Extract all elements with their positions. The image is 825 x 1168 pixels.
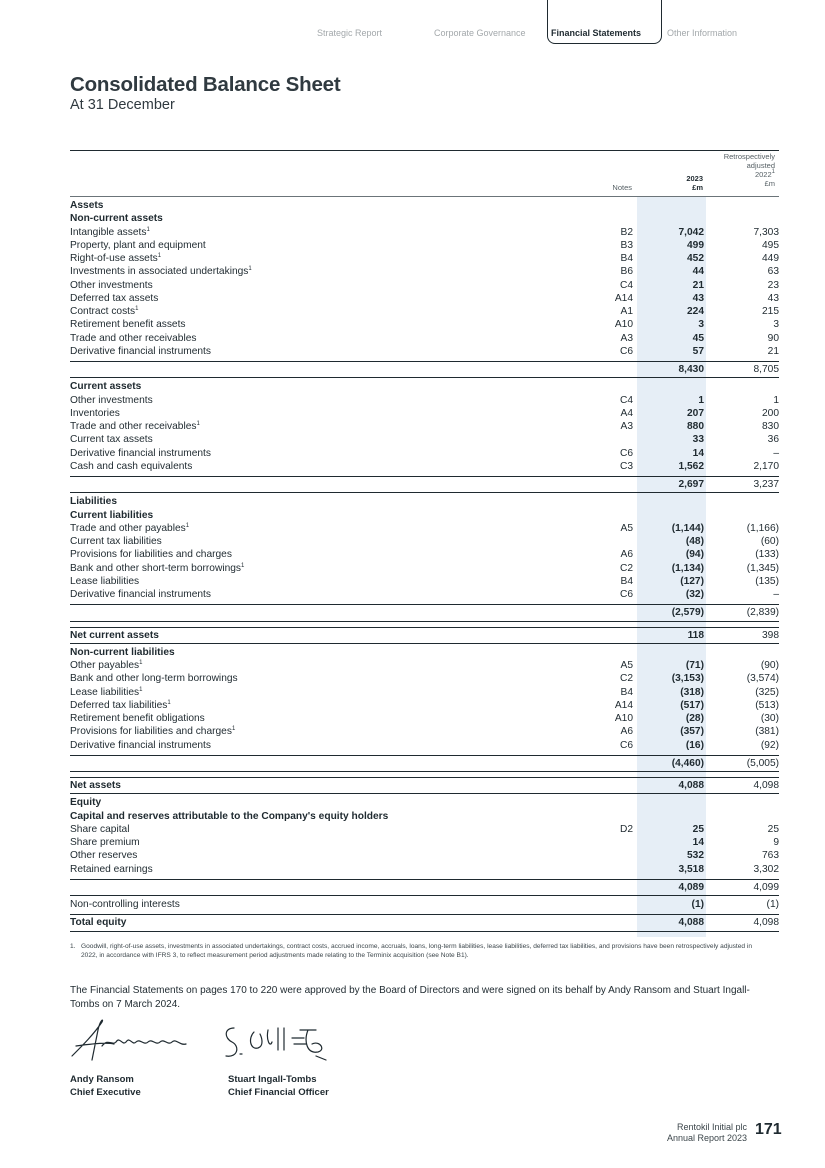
- row-value-2023: 14: [692, 447, 704, 459]
- row-value-2022: 23: [767, 279, 779, 291]
- row-value-2022: 830: [762, 421, 779, 432]
- table-row: [70, 535, 779, 548]
- row-note: A6: [620, 549, 633, 561]
- row-value-2022: (2,839): [746, 607, 779, 619]
- row-note: C4: [619, 394, 633, 406]
- total-bottom-rule: [70, 621, 779, 622]
- table-row: [70, 509, 779, 522]
- row-note: C6: [619, 739, 633, 751]
- row-value-2022: (135): [755, 575, 779, 587]
- row-label: Capital and reserves attributable to the Company's equity holders: [70, 810, 389, 822]
- row-label: Retirement benefit obligations: [70, 713, 205, 724]
- table-row: [70, 588, 779, 601]
- table-row: [70, 562, 779, 575]
- row-label: Provisions for liabilities and charges$^1$: [70, 726, 236, 738]
- row-label: Derivative financial instruments: [70, 345, 211, 357]
- table-row: [70, 394, 779, 407]
- row-label: Lease liabilities: [70, 575, 140, 587]
- footer-report: Annual Report 2023: [666, 1133, 747, 1143]
- row-label: Deferred tax liabilities$^1$: [70, 699, 171, 711]
- table-row: [70, 292, 779, 305]
- approval-statement: The Financial Statements on pages 170 to 220 were approved by the Board of Directors and were signed on its behalf by Andy Ransom and Stuart Ingall-Tombs on 7 March 2024.: [70, 985, 750, 1010]
- row-value-2022: 43: [767, 292, 779, 304]
- row-note: A5: [620, 522, 633, 534]
- row-label: Investments in associated undertakings$^1$: [70, 266, 252, 278]
- table-row: [70, 407, 779, 420]
- row-value-2022: 4,098: [753, 780, 779, 791]
- row-label: Bank and other long-term borrowings: [70, 673, 238, 685]
- table-row: [70, 460, 779, 473]
- row-value-2023: (1): [691, 899, 704, 910]
- row-note: A10: [614, 713, 633, 724]
- table-row: [70, 712, 779, 725]
- row-note: C4: [619, 279, 633, 291]
- row-note: A1: [620, 306, 633, 317]
- total-bottom-rule: [70, 895, 779, 896]
- row-value-2022: 449: [762, 253, 779, 264]
- subtotal-rule: [70, 476, 779, 477]
- row-value-2023: (71): [685, 660, 704, 671]
- row-note: B2: [620, 226, 633, 238]
- row-value-2023: 25: [692, 823, 704, 835]
- row-label: Net current assets: [70, 629, 159, 641]
- row-note: C2: [619, 562, 633, 574]
- row-label: Derivative financial instruments: [70, 447, 211, 459]
- row-note: C3: [619, 460, 633, 472]
- row-label: Other payables$^1$: [70, 660, 143, 671]
- row-value-2022: (92): [760, 739, 779, 751]
- row-label: Share capital: [70, 823, 130, 835]
- total-bottom-rule: [70, 377, 779, 378]
- row-label: Trade and other payables$^1$: [70, 522, 190, 534]
- table-row: [70, 779, 779, 792]
- row-note: A4: [620, 407, 633, 419]
- table-row: [70, 548, 779, 561]
- table-row: [70, 810, 779, 823]
- table-row: [70, 796, 779, 809]
- subtotal-row: [70, 881, 779, 894]
- total-bottom-rule: [70, 492, 779, 493]
- row-value-2023: (32): [685, 589, 704, 600]
- row-label: Assets: [70, 200, 104, 211]
- row-label: Liabilities: [70, 496, 117, 508]
- table-row: [70, 265, 779, 278]
- table-row: [70, 433, 779, 446]
- nav-tab-corporate-governance[interactable]: Corporate Governance: [434, 28, 526, 38]
- subtotal-rule: [70, 879, 779, 880]
- signatory-role: Chief Executive: [70, 1086, 141, 1098]
- row-note: A5: [620, 660, 633, 671]
- table-row: [70, 836, 779, 849]
- table-row: [70, 629, 779, 642]
- table-row: [70, 725, 779, 738]
- row-note: B4: [620, 253, 633, 264]
- row-label: Lease liabilities$^1$: [70, 686, 143, 698]
- row-value-2023: 3: [698, 319, 704, 331]
- row-label: Current tax assets: [70, 434, 153, 446]
- subtotal-rule: [70, 755, 779, 756]
- row-label: Net assets: [70, 780, 121, 791]
- table-row: [70, 739, 779, 752]
- signatory-stuart-ingall-tombs: [228, 1074, 329, 1099]
- table-row: [70, 226, 779, 239]
- row-value-2022: 8,705: [753, 364, 779, 375]
- row-value-2022: 21: [767, 345, 779, 357]
- top-navigation: [0, 0, 825, 46]
- table-row: [70, 345, 779, 358]
- row-value-2022: (1): [766, 899, 779, 910]
- table-row: [70, 659, 779, 672]
- footnote-number: 1.: [70, 943, 76, 950]
- current-year-unit: £m: [692, 182, 703, 192]
- header-bottom-rule: [70, 196, 779, 197]
- nav-tab-strategic-report[interactable]: Strategic Report: [317, 28, 383, 38]
- row-value-2023: (28): [685, 713, 704, 724]
- row-label: Provisions for liabilities and charges: [70, 549, 232, 561]
- row-value-2023: (2,579): [671, 607, 704, 619]
- total-bottom-rule: [70, 793, 779, 794]
- row-value-2022: 4,098: [753, 917, 779, 929]
- row-note: A10: [614, 319, 633, 331]
- prior-year-label-line1: Retrospectively: [723, 152, 775, 161]
- subtotal-row: [70, 363, 779, 376]
- row-value-2023: (318): [680, 686, 704, 698]
- row-value-2023: 7,042: [678, 226, 704, 238]
- current-year-label: 2023: [686, 174, 703, 183]
- row-value-2022: 9: [773, 837, 779, 848]
- signatory-role: Chief Financial Officer: [228, 1086, 329, 1098]
- row-value-2022: 36: [767, 434, 779, 446]
- subtotal-rule: [70, 604, 779, 605]
- total-bottom-rule: [70, 643, 779, 644]
- page-title: Consolidated Balance Sheet: [70, 73, 341, 96]
- row-value-2022: (1,166): [746, 522, 779, 534]
- table-row: [70, 305, 779, 318]
- row-label: Non-controlling interests: [70, 899, 180, 910]
- prior-year-label-year: 2022$^1$: [754, 168, 775, 179]
- row-note: A14: [614, 292, 633, 304]
- row-value-2022: 63: [767, 266, 779, 278]
- row-label: Trade and other receivables$^1$: [70, 421, 200, 432]
- row-value-2022: 495: [762, 239, 779, 251]
- prior-year-label-line2: adjusted: [746, 160, 775, 170]
- row-value-2022: 90: [767, 332, 779, 344]
- row-label: Deferred tax assets: [70, 292, 159, 304]
- row-value-2022: 763: [762, 850, 779, 862]
- row-value-2023: (1,144): [671, 522, 704, 534]
- table-row: [70, 849, 779, 862]
- row-note: B3: [620, 239, 633, 251]
- row-value-2023: 45: [692, 332, 704, 344]
- table-row: [70, 898, 779, 911]
- subtotal-rule: [70, 627, 779, 628]
- notes-column-header: Notes: [612, 183, 632, 192]
- table-row: [70, 495, 779, 508]
- row-label: Property, plant and equipment: [70, 239, 206, 251]
- row-value-2022: 25: [767, 823, 779, 835]
- row-value-2022: 200: [762, 407, 779, 419]
- row-value-2023: (48): [685, 536, 704, 547]
- signatory-andy-ransom: [70, 1074, 141, 1099]
- row-label: Derivative financial instruments: [70, 739, 211, 751]
- row-value-2023: 532: [687, 850, 704, 862]
- table-row: [70, 332, 779, 345]
- row-note: C2: [619, 673, 633, 685]
- row-value-2022: 1: [773, 394, 779, 406]
- row-value-2022: (133): [755, 549, 779, 561]
- row-label: Trade and other receivables: [70, 332, 197, 344]
- row-value-2022: 4,099: [753, 881, 779, 893]
- row-label: Derivative financial instruments: [70, 589, 211, 600]
- row-value-2023: 1: [698, 394, 704, 406]
- table-row: [70, 212, 779, 225]
- row-value-2023: (357): [680, 726, 704, 738]
- row-value-2023: 499: [687, 239, 704, 251]
- row-value-2023: 118: [687, 629, 704, 641]
- row-value-2023: (517): [680, 699, 704, 711]
- row-note: B4: [620, 686, 633, 698]
- row-note: A3: [620, 332, 633, 344]
- current-year-column-header: [637, 175, 703, 193]
- row-value-2022: 3,237: [753, 479, 779, 490]
- row-note: D2: [619, 823, 633, 835]
- row-value-2022: 215: [762, 306, 779, 317]
- table-row: [70, 575, 779, 588]
- table-row: [70, 239, 779, 252]
- row-value-2022: (513): [755, 699, 779, 711]
- row-label: Current tax liabilities: [70, 536, 162, 547]
- table-row: [70, 823, 779, 836]
- row-value-2022: (3,574): [746, 673, 779, 685]
- row-value-2023: 224: [687, 306, 704, 317]
- row-note: C6: [619, 447, 633, 459]
- row-label: Non-current assets: [70, 213, 163, 225]
- row-label: Retained earnings: [70, 863, 153, 875]
- row-note: C6: [619, 345, 633, 357]
- row-label: Share premium: [70, 837, 140, 848]
- row-value-2023: 44: [692, 266, 704, 278]
- row-label: Current assets: [70, 381, 142, 393]
- row-value-2022: (5,005): [746, 757, 779, 769]
- row-note: B6: [620, 266, 633, 278]
- row-value-2022: (325): [755, 686, 779, 698]
- table-row: [70, 672, 779, 685]
- row-value-2023: (127): [680, 575, 704, 587]
- row-value-2023: 8,430: [678, 364, 704, 375]
- row-label: Inventories: [70, 407, 120, 419]
- table-row: [70, 863, 779, 876]
- table-row: [70, 686, 779, 699]
- row-value-2023: (1,134): [671, 562, 704, 574]
- row-note: C6: [619, 589, 633, 600]
- footnote-text: Goodwill, right-of-use assets, investments in associated undertakings, contract costs, accrued income, accruals, loans, long-term liabilities, lease liabilities, deferred tax liabilities, and provisions have been retrospectively adjusted in 2022, in accordance with IFRS 3, to reflect measurement period adjustments made relating to the Terminix acquisition (see Note B1).: [81, 943, 753, 959]
- row-value-2023: (3,153): [671, 673, 704, 685]
- footer-report-info: [667, 1122, 747, 1144]
- row-label: Other investments: [70, 394, 153, 406]
- row-value-2022: (90): [760, 660, 779, 671]
- row-value-2022: –: [773, 447, 779, 459]
- row-value-2023: 57: [692, 345, 704, 357]
- row-value-2022: 3,302: [753, 863, 779, 875]
- row-value-2023: 880: [687, 421, 704, 432]
- subtotal-rule: [70, 777, 779, 778]
- row-value-2023: 4,089: [678, 881, 704, 893]
- row-value-2023: 4,088: [678, 780, 704, 791]
- row-label: Equity: [70, 797, 102, 809]
- row-label: Other reserves: [70, 850, 138, 862]
- table-row: [70, 522, 779, 535]
- row-label: Other investments: [70, 279, 153, 291]
- table-row: [70, 699, 779, 712]
- subtotal-row: [70, 606, 779, 619]
- row-value-2022: 398: [762, 629, 779, 641]
- footer-company: Rentokil Initial plc: [676, 1122, 747, 1132]
- prior-year-unit: £m: [764, 178, 775, 188]
- row-value-2023: 33: [692, 434, 704, 446]
- subtotal-row: [70, 757, 779, 770]
- nav-tab-financial-statements[interactable]: Financial Statements: [551, 28, 642, 38]
- row-label: Retirement benefit assets: [70, 319, 186, 331]
- table-row: [70, 646, 779, 659]
- nav-tab-other-information[interactable]: Other Information: [667, 28, 738, 38]
- row-value-2023: (94): [685, 549, 704, 561]
- page-number: 171: [755, 1121, 782, 1138]
- table-row: [70, 279, 779, 292]
- row-value-2023: 4,088: [678, 917, 704, 929]
- row-value-2022: –: [773, 589, 779, 600]
- andy-ransom-signature: [68, 1016, 190, 1066]
- row-value-2023: (16): [685, 739, 704, 751]
- row-label: Contract costs$^1$: [70, 306, 139, 317]
- row-label: Current liabilities: [70, 509, 154, 521]
- row-label: Bank and other short-term borrowings$^1$: [70, 562, 245, 574]
- row-label: Right-of-use assets$^1$: [70, 253, 162, 264]
- subtotal-rule: [70, 361, 779, 362]
- row-note: A14: [614, 699, 633, 711]
- table-top-rule: [70, 150, 779, 151]
- row-value-2022: 3: [773, 319, 779, 331]
- table-row: [70, 252, 779, 265]
- table-row: [70, 420, 779, 433]
- row-note: A3: [620, 421, 633, 432]
- subtotal-rule: [70, 914, 779, 915]
- signatory-name: Andy Ransom: [70, 1074, 134, 1085]
- row-value-2023: 207: [687, 407, 704, 419]
- row-value-2022: (30): [760, 713, 779, 724]
- total-bottom-rule: [70, 771, 779, 772]
- stuart-ingall-tombs-signature: [220, 1024, 330, 1066]
- row-value-2023: 43: [692, 292, 704, 304]
- row-value-2022: 2,170: [753, 460, 779, 472]
- signatory-name: Stuart Ingall-Tombs: [228, 1074, 317, 1085]
- row-value-2023: 21: [692, 279, 704, 291]
- prior-year-column-header: [700, 153, 775, 189]
- total-bottom-rule: [70, 931, 779, 932]
- row-value-2022: (60): [760, 536, 779, 547]
- row-value-2023: (4,460): [671, 757, 704, 769]
- row-note: A6: [620, 726, 633, 738]
- row-value-2023: 3,518: [678, 863, 704, 875]
- row-value-2023: 2,697: [678, 479, 704, 490]
- page-subtitle: At 31 December: [70, 97, 175, 113]
- row-value-2023: 1,562: [678, 460, 704, 472]
- row-value-2023: 14: [692, 837, 704, 848]
- subtotal-row: [70, 478, 779, 491]
- row-label: Cash and cash equivalents: [70, 460, 193, 472]
- row-value-2022: (381): [755, 726, 779, 738]
- row-note: B4: [620, 575, 633, 587]
- table-row: [70, 380, 779, 393]
- row-label: Non-current liabilities: [70, 646, 175, 658]
- table-row: [70, 318, 779, 331]
- row-value-2022: 7,303: [753, 226, 779, 238]
- row-label: Total equity: [70, 917, 127, 929]
- row-value-2022: (1,345): [746, 562, 779, 574]
- table-row: [70, 916, 779, 929]
- row-value-2023: 452: [687, 253, 704, 264]
- footnote: [70, 943, 770, 961]
- table-row: [70, 447, 779, 460]
- table-row: [70, 199, 779, 212]
- row-label: Intangible assets$^1$: [70, 226, 150, 238]
